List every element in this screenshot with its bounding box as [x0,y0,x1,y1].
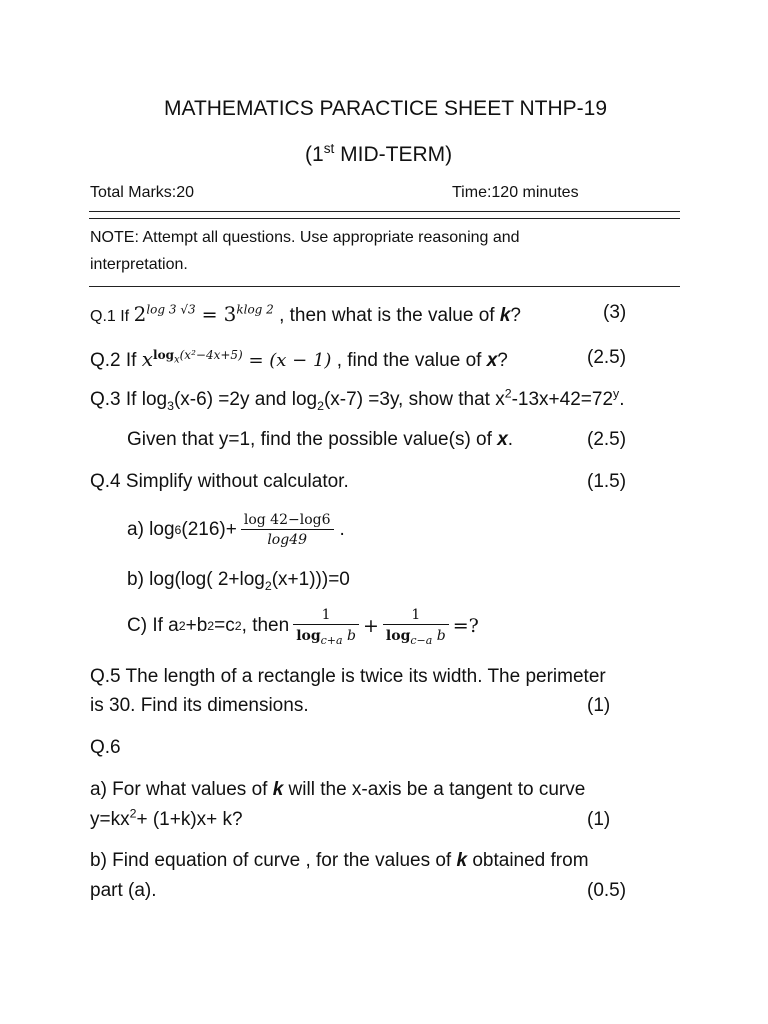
q3-s1: 3 [167,398,174,413]
q3-line2-var: x [497,429,508,450]
q6-part-a-marks: (1) [587,809,611,830]
q4a-pre: a) log [127,519,175,540]
q3-line2-pre: Given that y=1, find the possible value(s) of [127,429,498,450]
q1-exp2: klog 2 [236,302,274,317]
q2-mid: , find the value of [331,350,487,371]
q1-base1: 2 [133,302,147,326]
q2-marks: (2.5) [587,347,627,368]
q4c-t2: +b [185,615,208,636]
q6a-post: will the x-axis be a tangent to curve [283,779,586,800]
q1-exp1: log 3 √3 [146,302,196,317]
q6-part-b-line-1 [90,850,589,872]
q5-marks: (1) [587,695,611,716]
q3-t5: . [619,389,625,410]
q1-mid: , then what is the value of [273,305,500,326]
time-allowed: Time:120 minutes [452,184,579,201]
q6-part-a-line-2 [90,806,243,831]
q5-line-2: is 30. Find its dimensions. [90,695,309,716]
q3-t4: -13x+42=72 [511,389,614,410]
q6-part-a-line-1 [90,779,585,801]
q1-suffix: ? [510,305,521,326]
q4b-post: (x+1)))=0 [271,569,350,590]
subtitle-sup: st [323,141,335,156]
page-title: MATHEMATICS PARACTICE SHEET NTHP-19 [164,97,607,120]
subtitle-pre: (1 [305,143,324,166]
q3-s2: 2 [317,398,324,413]
q4c-num-1: 1 [321,607,331,623]
q3-line2-post: . [507,429,514,450]
q6b-pre: b) Find equation of curve , for the values of [90,850,457,871]
q3-p2: y [613,386,620,401]
q4c-den-2 [383,624,449,646]
q4c-end: =? [452,615,479,637]
q6-part-b-line-2: part (a). [90,880,157,901]
q4-part-c: C) If a 2 +b 2 =c 2 , then $\frac{1}{\log_{c+a} b}$ + $\frac{1}{\log_{c-a} b}$ =? [127,607,479,647]
q2-base: x [141,347,154,371]
q3-line-2 [127,429,513,451]
q1-prefix: Q.1 If [90,308,134,325]
divider-top-1 [89,211,680,212]
q4c-den2-log: log [385,628,411,644]
q4b-sub: 2 [264,578,272,593]
q4c-num-2: 1 [411,607,421,623]
q4-part-a: a) log 6 (216)+ $\frac{\log 42-\log 6}{\log 49}$ . [127,511,345,548]
q4a-numerator: log 42−log6 [243,511,331,528]
q3-p1: 2 [504,386,512,401]
q4c-t4: , then [241,615,290,636]
q2-suffix: ? [497,350,508,371]
q4c-den2-sub: c−a [410,633,433,647]
q4c-den2-arg: b [432,628,446,644]
q2-exponent [153,347,243,366]
q4-part-b [127,569,350,591]
q2-exp-sub: x [173,354,180,366]
q4c-den-1 [293,624,359,646]
q4a-end: . [339,519,345,540]
q1-marks: (3) [603,302,627,323]
q4c-pre: C) If a [127,615,179,636]
q4c-den1-sub: c+a [320,633,343,647]
subtitle-post: MID-TERM) [334,143,453,166]
q6b-post: obtained from [467,850,589,871]
question-2 [90,347,508,372]
q2-exp-arg: (x²−4x+5) [179,347,243,362]
q6-part-b-marks: (0.5) [587,880,627,901]
page-subtitle [305,143,452,167]
note-line-1: NOTE: Attempt all questions. Use appropriate reasoning and [90,229,520,246]
q1-base2: 3 [223,302,237,326]
q4c-den1-arg: b [342,628,356,644]
q4a-post: (216)+ [181,519,237,540]
q2-rhs: = (x − 1) [242,350,332,371]
q3-marks: (2.5) [587,429,627,450]
q1-equals: = [195,304,224,326]
divider-note [89,286,680,287]
q3-t2: (x-6) =2y and log [173,389,318,410]
q4b-pre: b) log(log( 2+log [127,569,265,590]
q6-label: Q.6 [90,737,121,758]
q6b-var: k [456,850,468,871]
q4a-fraction [241,511,334,550]
q4c-fraction-2 [383,606,449,646]
q4-marks: (1.5) [587,471,627,492]
q3-t1: Q.3 If log [90,389,168,410]
total-marks: Total Marks:20 [90,184,195,201]
q6a-pre: a) For what values of [90,779,273,800]
question-1 [90,302,521,327]
divider-top-2 [89,218,680,219]
q1-var: k [499,305,511,326]
q5-line-1: Q.5 The length of a rectangle is twice its width. The perimeter [90,666,606,687]
q6a2-post: + (1+k)x+ k? [136,809,243,830]
q2-exp-log: log [153,347,174,362]
q6a2-pre: y=kx [90,809,130,830]
q4c-fraction-1 [293,606,359,646]
q6a-var: k [272,779,284,800]
note-line-2: interpretation. [90,256,188,273]
q4c-plus: + [363,615,379,637]
q3-t3: (x-7) =3y, show that x [323,389,505,410]
q4a-denominator: log49 [241,529,334,550]
q2-var: x [486,350,498,371]
q2-prefix: Q.2 If [90,350,142,371]
q6a2-sup: 2 [129,806,137,821]
q4c-den1-log: log [296,628,321,644]
q4c-t3: =c [214,615,235,636]
q4-label: Q.4 Simplify without calculator. [90,471,349,492]
question-3 [90,386,625,413]
